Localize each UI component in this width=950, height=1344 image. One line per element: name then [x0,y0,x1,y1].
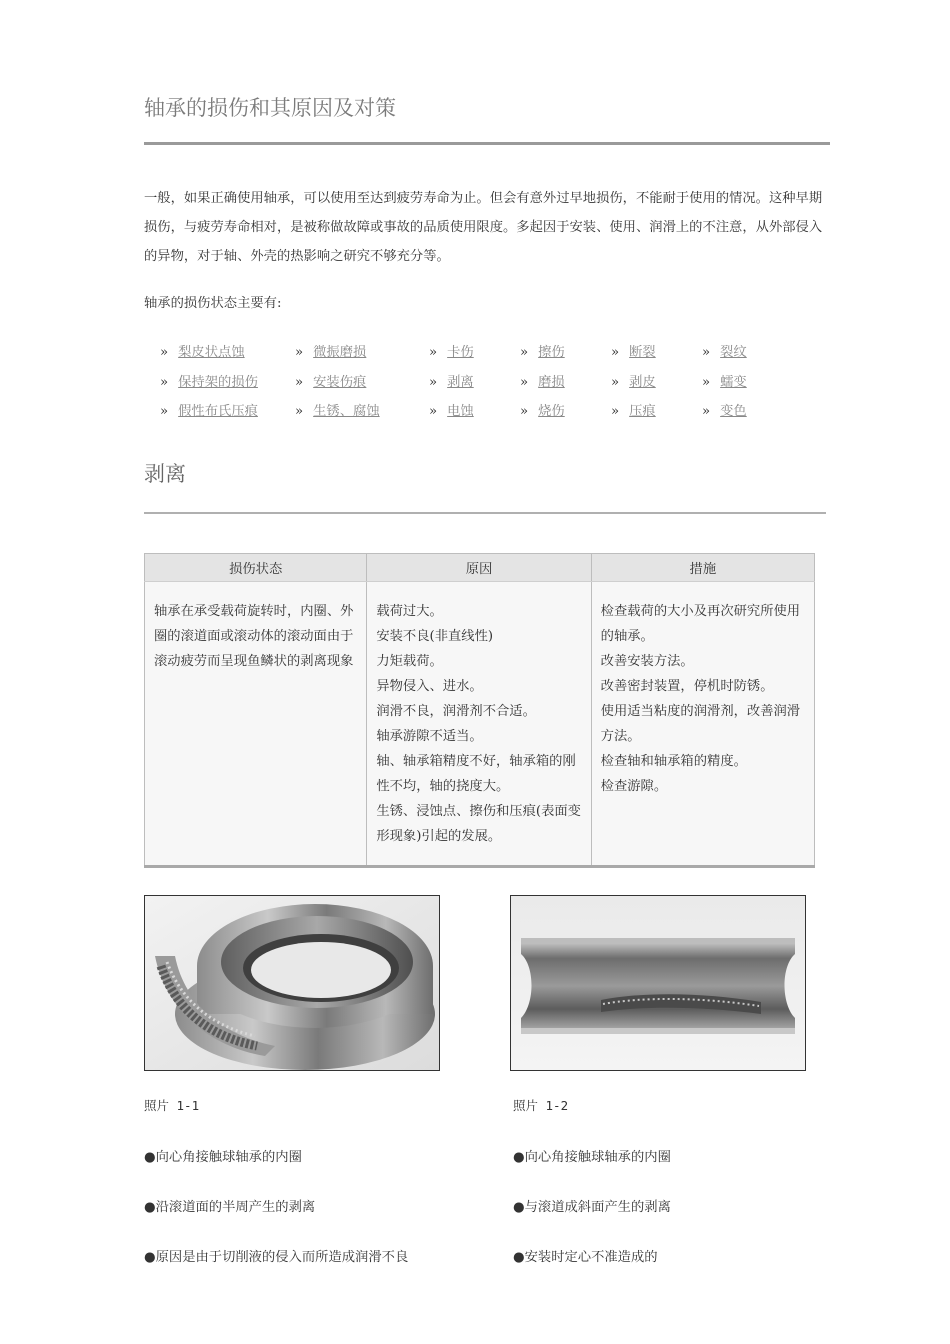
section-title: 剥离 [144,462,186,486]
damage-link[interactable]: 蠕变 [720,374,747,390]
bullet-glyph: » [295,404,304,419]
header-measure: 措施 [591,554,814,582]
bullet-glyph: » [160,404,169,419]
bearing-ring-illustration-1 [145,896,439,1070]
link-item [702,371,747,390]
cause-item: 力矩载荷。 [376,654,443,669]
damage-link[interactable]: 烧伤 [538,404,565,419]
link-item [295,371,366,390]
measure-item: 检查游隙。 [600,779,668,794]
bullet-glyph: » [520,374,529,390]
cause-item: 载荷过大。 [376,604,443,619]
cell-state [145,582,367,867]
cause-item: 生锈、浸蚀点、擦伤和压痕(表面变形现象)引起的发展。 [376,804,581,844]
bearing-photo-2 [510,895,806,1071]
damage-link[interactable]: 磨损 [538,374,565,390]
cell-causes [367,582,591,867]
bullet-glyph: » [429,345,438,360]
bullet-glyph: » [520,345,529,360]
link-item [611,371,656,390]
table-row [145,582,815,867]
photo-note: ●与滚道成斜面产生的剥离 [513,1200,671,1215]
damage-link[interactable]: 假性布氏压痕 [178,404,258,419]
link-item [295,341,366,360]
table-header-row [145,554,815,582]
bullet-glyph: » [611,374,620,390]
damage-type-links [160,341,800,430]
cause-item: 润滑不良，润滑剂不合适。 [376,704,536,719]
damage-types-heading: 轴承的损伤状态主要有: [144,296,282,311]
title-divider [144,142,830,145]
photo-note: ●向心角接触球轴承的内圈 [144,1150,302,1165]
damage-link[interactable]: 安装伤痕 [313,374,367,390]
bearing-ring-illustration-2 [511,896,805,1070]
link-row [160,371,800,401]
link-item [160,371,258,390]
measure-item: 使用适当粘度的润滑剂，改善润滑方法。 [600,704,801,744]
cause-item: 异物侵入、进水。 [376,679,483,694]
damage-link[interactable]: 断裂 [629,345,656,360]
damage-link[interactable]: 变色 [720,404,747,419]
bullet-glyph: » [702,404,711,419]
link-row [160,341,800,371]
bullet-glyph: » [295,374,304,390]
link-item [520,341,565,360]
bullet-glyph: » [160,374,169,390]
bullet-glyph: » [520,404,529,419]
photo-caption: 照片 1-2 [513,1098,569,1113]
link-item [702,341,747,360]
damage-link[interactable]: 剥皮 [629,374,656,390]
cause-item: 安装不良(非直线性) [376,629,494,644]
link-item [429,341,474,360]
cause-item: 轴承游隙不适当。 [376,729,483,744]
bullet-glyph: » [702,374,711,390]
measure-item: 检查载荷的大小及再次研究所使用的轴承。 [600,604,801,644]
damage-link[interactable]: 裂纹 [720,345,747,360]
section-divider [144,512,826,514]
link-item [702,400,747,419]
bearing-photo-1 [144,895,440,1071]
damage-link[interactable]: 梨皮状点蚀 [178,345,245,360]
page-title: 轴承的损伤和其原因及对策 [144,96,396,120]
link-item [429,400,474,419]
link-item [295,400,380,419]
damage-link[interactable]: 卡伤 [447,345,474,360]
bullet-glyph: » [295,345,304,360]
damage-link[interactable]: 生锈、腐蚀 [313,404,380,419]
bullet-glyph: » [611,345,620,360]
damage-link[interactable]: 压痕 [629,404,656,419]
cause-item: 轴、轴承箱精度不好，轴承箱的刚性不均，轴的挠度大。 [376,754,576,794]
link-item [429,371,474,390]
photo-note: ●沿滚道面的半周产生的剥离 [144,1200,316,1215]
link-item [160,341,245,360]
bullet-glyph: » [611,404,620,419]
link-row [160,400,800,430]
link-item [611,400,656,419]
damage-link[interactable]: 电蚀 [447,404,474,419]
damage-table [144,553,815,868]
photo-note: ●安装时定心不准造成的 [513,1250,658,1265]
damage-link[interactable]: 微振磨损 [313,345,367,360]
header-cause: 原因 [367,554,591,582]
damage-link[interactable]: 擦伤 [538,345,565,360]
bullet-glyph: » [160,345,169,360]
link-item [160,400,258,419]
header-state: 损伤状态 [145,554,367,582]
damage-link[interactable]: 保持架的损伤 [178,374,258,390]
link-item [520,371,565,390]
state-text: 轴承在承受载荷旋转时，内圈、外圈的滚道面或滚动体的滚动面由于滚动疲劳而呈现鱼鳞状的剥离现象 [154,604,354,669]
cell-measures [591,582,814,867]
damage-link[interactable]: 剥离 [447,374,474,390]
photo-caption: 照片 1-1 [144,1098,200,1113]
bullet-glyph: » [429,374,438,390]
measure-item: 改善安装方法。 [600,654,694,669]
photo-note: ●原因是由于切削液的侵入而所造成润滑不良 [144,1250,409,1265]
intro-paragraph: 一般，如果正确使用轴承，可以使用至达到疲劳寿命为止。但会有意外过早地损伤，不能耐于使用的情况。这种早期损伤，与疲劳寿命相对，是被称做故障或事故的品质使用限度。多起因于安装、使用、润滑上的不注意，从外部侵入的异物，对于轴、外壳的热影响之研究不够充分等。 [144,191,823,264]
bullet-glyph: » [702,345,711,360]
link-item [611,341,656,360]
photo-note: ●向心角接触球轴承的内圈 [513,1150,671,1165]
measure-item: 改善密封装置，停机时防锈。 [600,679,774,694]
measure-item: 检查轴和轴承箱的精度。 [600,754,747,769]
bullet-glyph: » [429,404,438,419]
link-item [520,400,565,419]
